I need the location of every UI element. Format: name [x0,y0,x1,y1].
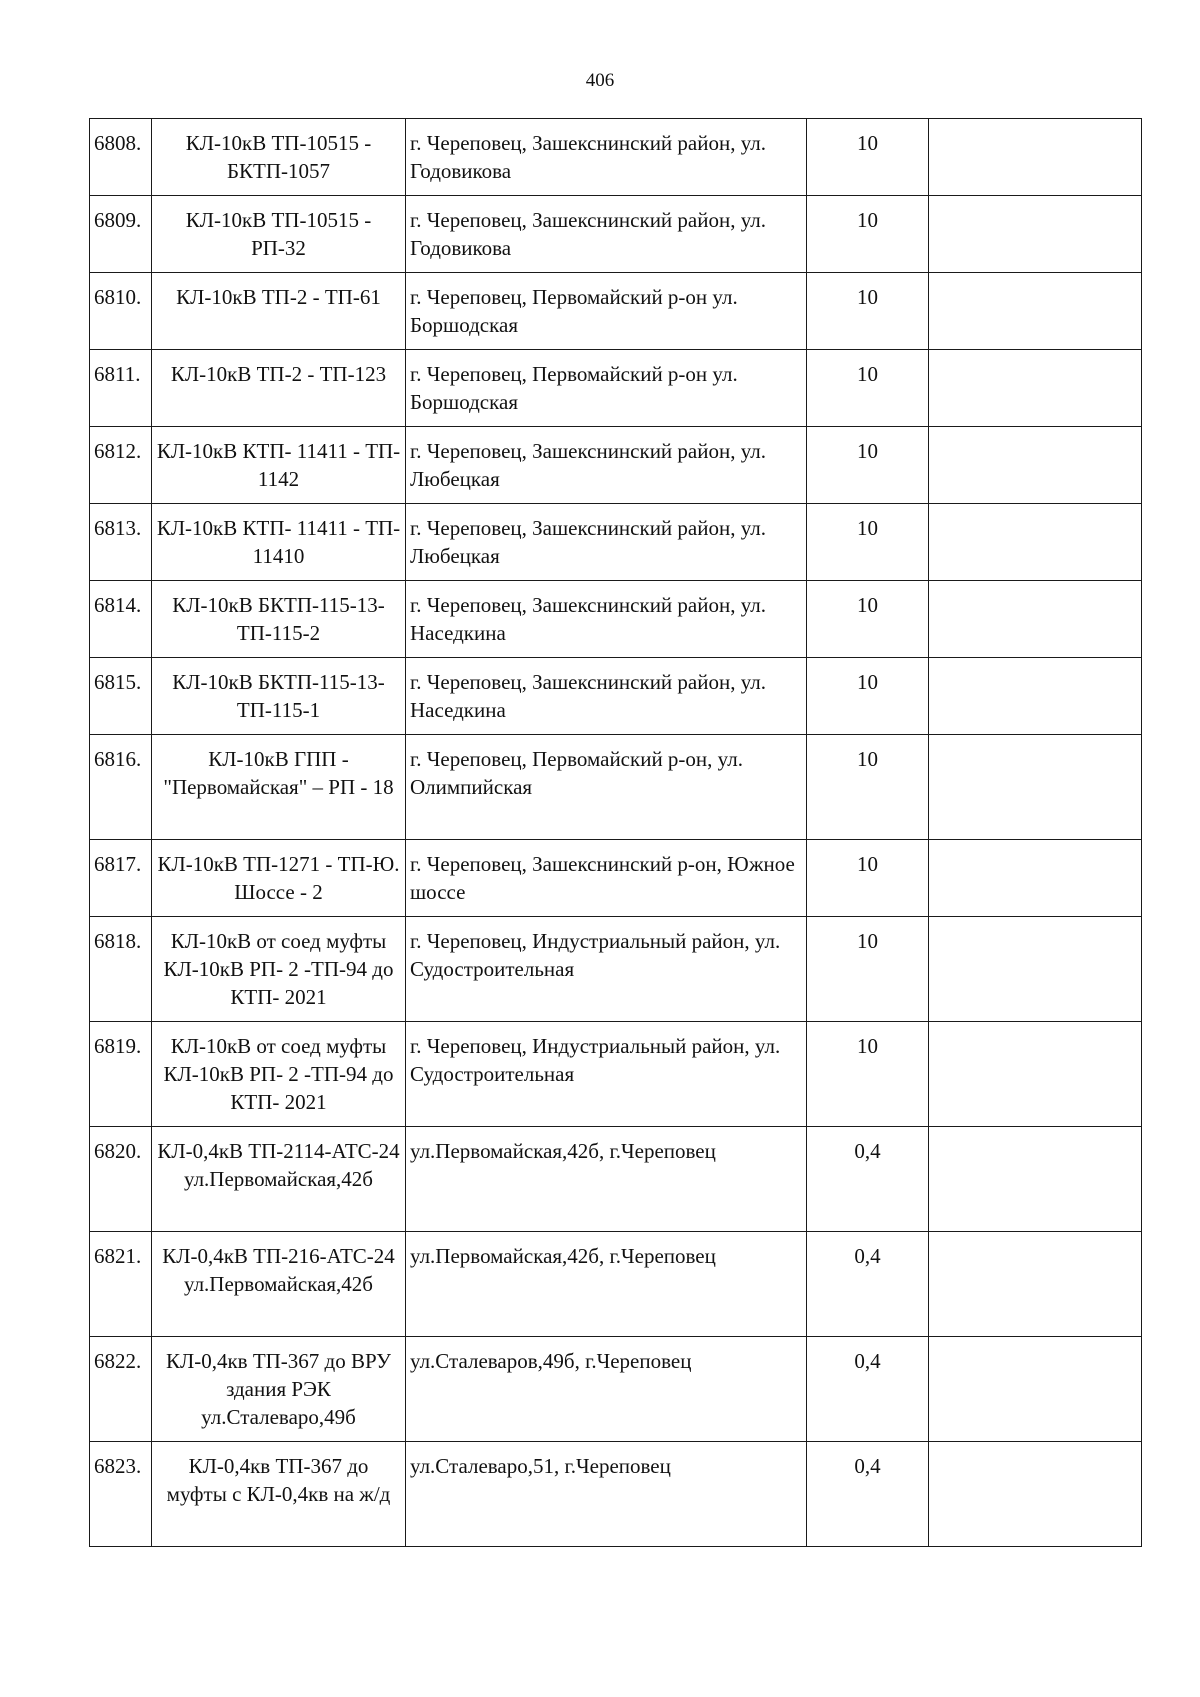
line-address: г. Череповец, Зашекснинский р-он, Южное шоссе [406,840,807,917]
line-extra [929,1127,1142,1232]
row-number: 6810. [90,273,152,350]
line-address: г. Череповец, Зашекснинский район, ул. Годовикова [406,119,807,196]
table-row [90,1127,1142,1232]
table-row [90,658,1142,735]
line-name: КЛ-10кВ КТП- 11411 - ТП- 11410 [152,504,406,581]
line-voltage: 10 [807,273,929,350]
row-number: 6813. [90,504,152,581]
line-voltage: 0,4 [807,1337,929,1442]
line-name: КЛ-10кВ БКТП-115-13-ТП-115-1 [152,658,406,735]
table-row [90,504,1142,581]
line-voltage: 10 [807,504,929,581]
line-name: КЛ-0,4кВ ТП-2114-АТС-24 ул.Первомайская,42б [152,1127,406,1232]
line-extra [929,917,1142,1022]
row-number: 6821. [90,1232,152,1337]
table-row [90,1022,1142,1127]
line-voltage: 0,4 [807,1442,929,1547]
table-row [90,119,1142,196]
line-voltage: 10 [807,735,929,840]
line-extra [929,504,1142,581]
table-row [90,735,1142,840]
table-row [90,1232,1142,1337]
line-name: КЛ-10кВ от соед муфты КЛ-10кВ РП- 2 -ТП-94 до КТП- 2021 [152,1022,406,1127]
line-voltage: 10 [807,119,929,196]
row-number: 6823. [90,1442,152,1547]
line-name: КЛ-10кВ ТП-2 - ТП-123 [152,350,406,427]
row-number: 6819. [90,1022,152,1127]
line-extra [929,735,1142,840]
line-address: г. Череповец, Первомайский р-он, ул. Олимпийская [406,735,807,840]
line-voltage: 10 [807,196,929,273]
line-extra [929,1442,1142,1547]
line-name: КЛ-10кВ ТП-2 - ТП-61 [152,273,406,350]
table-row [90,1442,1142,1547]
line-extra [929,273,1142,350]
row-number: 6808. [90,119,152,196]
line-address: г. Череповец, Первомайский р-он ул. Боршодская [406,273,807,350]
line-extra [929,581,1142,658]
row-number: 6814. [90,581,152,658]
line-extra [929,1337,1142,1442]
line-address: г. Череповец, Зашекснинский район, ул. Любецкая [406,504,807,581]
line-address: г. Череповец, Зашекснинский район, ул. Наседкина [406,658,807,735]
line-extra [929,1232,1142,1337]
line-extra [929,350,1142,427]
line-name: КЛ-10кВ КТП- 11411 - ТП- 1142 [152,427,406,504]
row-number: 6812. [90,427,152,504]
row-number: 6811. [90,350,152,427]
line-extra [929,1022,1142,1127]
table-row [90,350,1142,427]
line-name: КЛ-10кВ ГПП - "Первомайская" – РП - 18 [152,735,406,840]
cable-lines-table [89,118,1142,1547]
line-name: КЛ-0,4кв ТП-367 до муфты с КЛ-0,4кв на ж/д [152,1442,406,1547]
line-address: ул.Первомайская,42б, г.Череповец [406,1232,807,1337]
line-address: г. Череповец, Индустриальный район, ул. Судостроительная [406,917,807,1022]
line-address: г. Череповец, Зашекснинский район, ул. Любецкая [406,427,807,504]
line-voltage: 10 [807,658,929,735]
line-extra [929,427,1142,504]
line-extra [929,119,1142,196]
line-extra [929,196,1142,273]
line-name: КЛ-10кВ от соед муфты КЛ-10кВ РП- 2 -ТП-94 до КТП- 2021 [152,917,406,1022]
line-address: г. Череповец, Зашекснинский район, ул. Наседкина [406,581,807,658]
line-voltage: 10 [807,1022,929,1127]
table-row [90,917,1142,1022]
line-voltage: 10 [807,350,929,427]
line-voltage: 10 [807,840,929,917]
line-name: КЛ-10кВ БКТП-115-13-ТП-115-2 [152,581,406,658]
line-voltage: 0,4 [807,1127,929,1232]
line-extra [929,840,1142,917]
line-voltage: 10 [807,427,929,504]
line-name: КЛ-10кВ ТП-10515 - БКТП-1057 [152,119,406,196]
line-voltage: 10 [807,581,929,658]
table-row [90,273,1142,350]
line-address: ул.Сталеваро,51, г.Череповец [406,1442,807,1547]
row-number: 6816. [90,735,152,840]
table-row [90,196,1142,273]
table-row [90,840,1142,917]
line-address: г. Череповец, Индустриальный район, ул. Судостроительная [406,1022,807,1127]
row-number: 6818. [90,917,152,1022]
line-name: КЛ-0,4кв ТП-367 до ВРУ здания РЭК ул.Сталеваро,49б [152,1337,406,1442]
line-voltage: 10 [807,917,929,1022]
line-address: г. Череповец, Первомайский р-он ул. Боршодская [406,350,807,427]
table-row [90,427,1142,504]
table-row [90,581,1142,658]
line-address: ул.Первомайская,42б, г.Череповец [406,1127,807,1232]
row-number: 6822. [90,1337,152,1442]
line-name: КЛ-0,4кВ ТП-216-АТС-24 ул.Первомайская,42б [152,1232,406,1337]
row-number: 6809. [90,196,152,273]
line-name: КЛ-10кВ ТП-1271 - ТП-Ю. Шоссе - 2 [152,840,406,917]
line-address: ул.Сталеваров,49б, г.Череповец [406,1337,807,1442]
row-number: 6817. [90,840,152,917]
line-voltage: 0,4 [807,1232,929,1337]
row-number: 6815. [90,658,152,735]
page-number: 406 [585,70,615,91]
line-address: г. Череповец, Зашекснинский район, ул. Годовикова [406,196,807,273]
line-extra [929,658,1142,735]
row-number: 6820. [90,1127,152,1232]
line-name: КЛ-10кВ ТП-10515 - РП-32 [152,196,406,273]
table-row [90,1337,1142,1442]
